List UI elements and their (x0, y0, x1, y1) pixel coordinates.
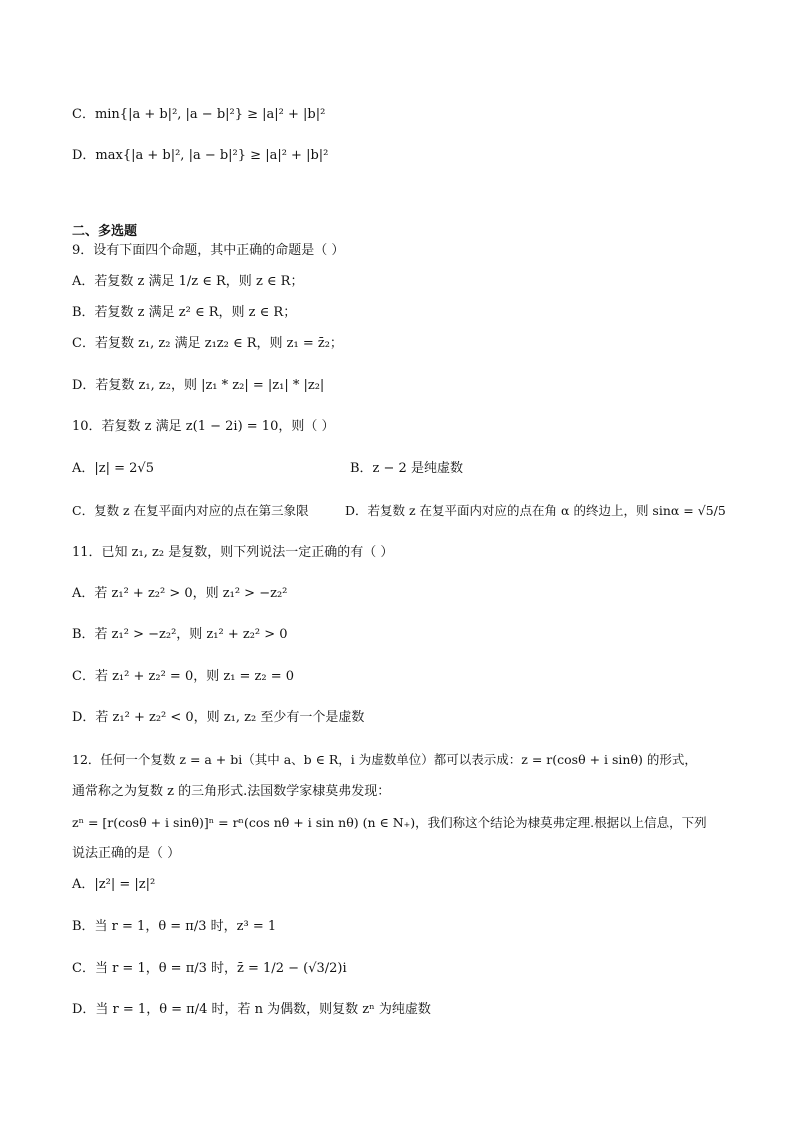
q11-option-c: C．若 z₁² + z₂² = 0，则 z₁ = z₂ = 0 (72, 669, 295, 684)
option-d-prev: D．max{|a + b|², |a − b|²} ≥ |a|² + |b|² (72, 148, 329, 163)
q9-stem: 9．设有下面四个命题，其中正确的命题是（ ） (72, 243, 345, 258)
q9-option-c: C．若复数 z₁, z₂ 满足 z₁z₂ ∈ R，则 z₁ = z̄₂； (72, 336, 343, 351)
option-c-prev: C．min{|a + b|², |a − b|²} ≥ |a|² + |b|² (72, 107, 326, 122)
q12-option-c: C．当 r = 1，θ = π/3 时，z̄ = 1/2 − (√3/2)i (72, 961, 347, 976)
q12-stem-line2: 通常称之为复数 z 的三角形式.法国数学家棣莫弗发现： (72, 784, 391, 799)
q10-option-d: D．若复数 z 在复平面内对应的点在角 α 的终边上，则 sinα = √5/5 (345, 503, 726, 518)
q9-option-d: D．若复数 z₁, z₂，则 |z₁ * z₂| = |z₁| * |z₂| (72, 378, 325, 393)
q10-option-a: A．|z| = 2√5 (72, 461, 154, 476)
q10-option-b: B．z − 2 是纯虚数 (350, 461, 463, 476)
q11-stem: 11．已知 z₁, z₂ 是复数，则下列说法一定正确的有（ ） (72, 545, 394, 560)
q12-stem-line4: 说法正确的是（ ） (72, 846, 181, 861)
q12-stem-line3: zⁿ = [r(cosθ + i sinθ)]ⁿ = rⁿ(cos nθ + i sin nθ) (n ∈ N₊)，我们称这个结论为棣莫弗定理.根据以上信息，下列 (72, 815, 707, 830)
q12-option-a: A．|z²| = |z|² (72, 877, 156, 892)
q12-option-b: B．当 r = 1，θ = π/3 时，z³ = 1 (72, 919, 277, 934)
q11-option-a: A．若 z₁² + z₂² > 0，则 z₁² > −z₂² (72, 586, 288, 601)
q9-option-a: A．若复数 z 满足 1/z ∈ R，则 z ∈ R； (72, 274, 304, 289)
q12-option-d: D．当 r = 1，θ = π/4 时，若 n 为偶数，则复数 zⁿ 为纯虚数 (72, 1002, 431, 1017)
q10-stem: 10．若复数 z 满足 z(1 − 2i) = 10，则（ ） (72, 419, 335, 434)
q9-option-b: B．若复数 z 满足 z² ∈ R，则 z ∈ R； (72, 305, 297, 320)
q11-option-b: B．若 z₁² > −z₂²，则 z₁² + z₂² > 0 (72, 627, 288, 642)
q11-option-d: D．若 z₁² + z₂² < 0，则 z₁, z₂ 至少有一个是虚数 (72, 710, 365, 725)
q12-stem-line1: 12．任何一个复数 z = a + bi（其中 a、b ∈ R，i 为虚数单位）都可以表示成：z = r(cosθ + i sinθ) 的形式， (72, 752, 697, 767)
q10-option-c: C．复数 z 在复平面内对应的点在第三象限 (72, 503, 309, 518)
section-title: 二、多选题 (72, 224, 138, 239)
